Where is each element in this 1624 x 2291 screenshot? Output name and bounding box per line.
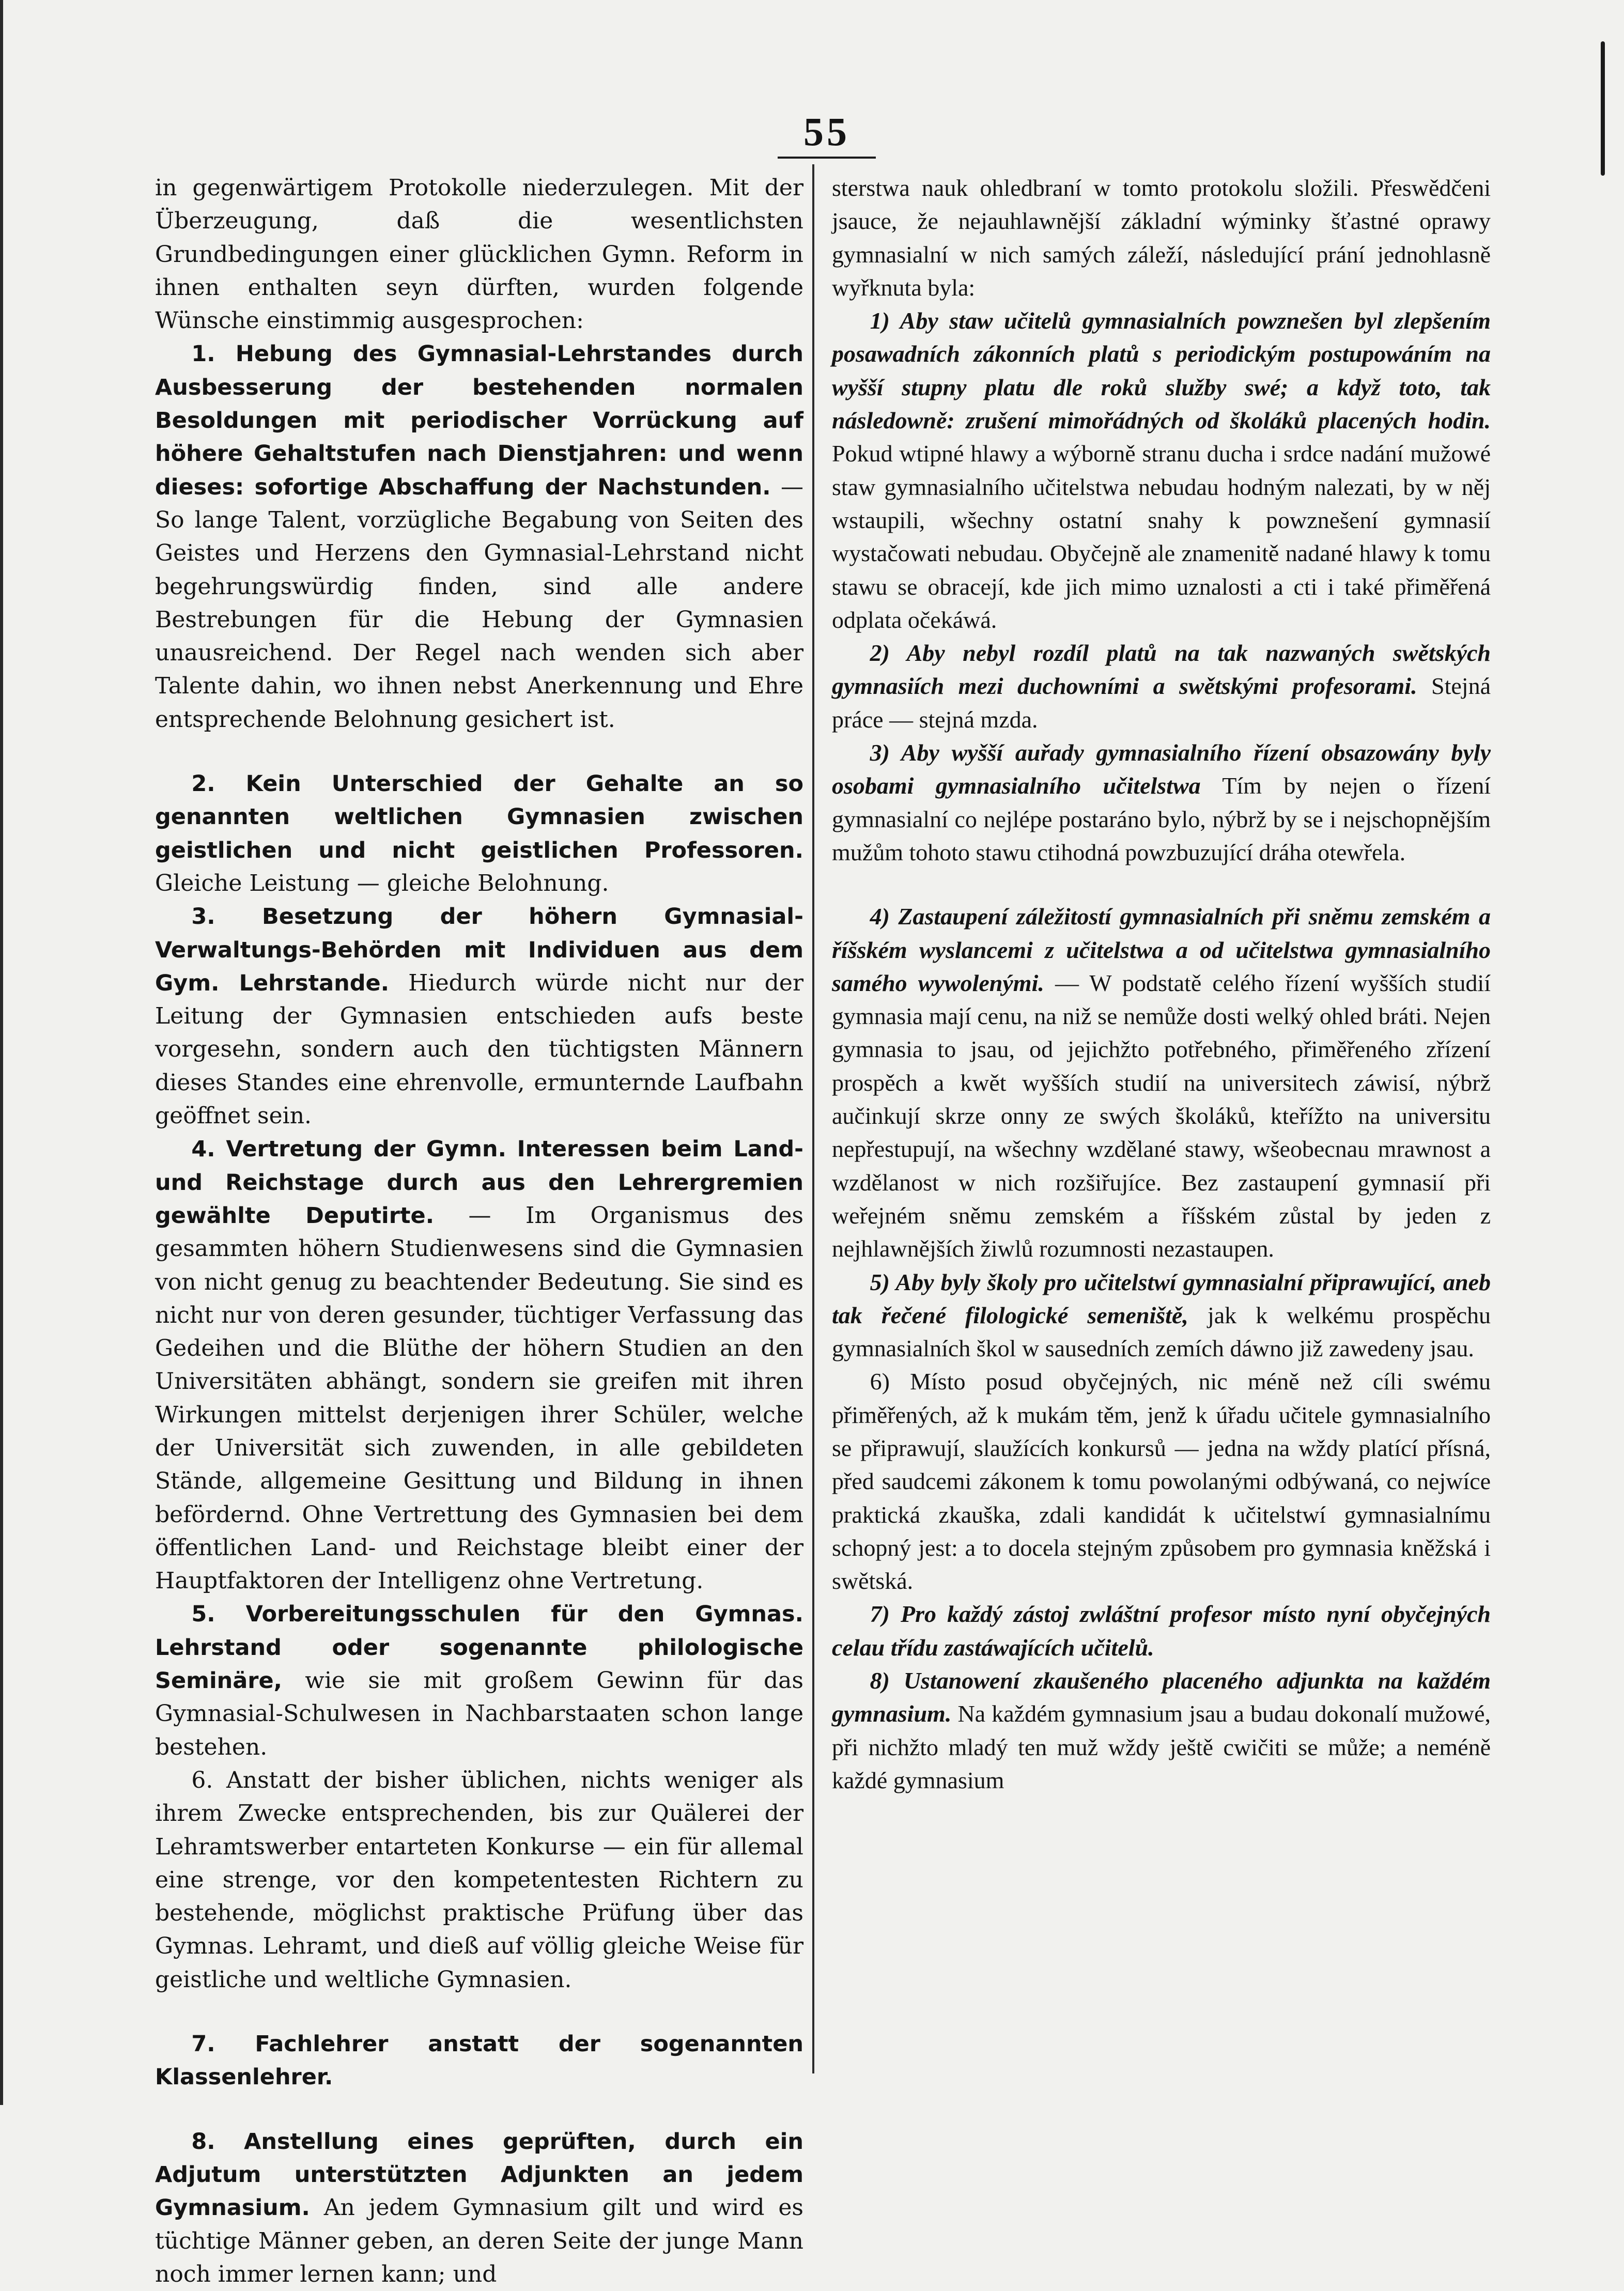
left-paragraph-1: 1. Hebung des Gymnasial-Lehrstandes durch Ausbesserung der bestehenden normalen Besoldungen mit periodischer Vorrückung auf höhere Gehaltstufen nach Dienstjahren: und wenn dieses: sofortige Abschaffung der Nachstunden. — So lange Talent, vorzügliche Begabung von Seiten des Geistes und Herzens den Gymnasial-Lehrstand nicht begehrungswürdig finden, sind alle andere Bestrebungen für die Hebung der Gymnasien unausreichend. Der Regel nach wenden sich aber Talente dahin, wo ihnen nebst Anerkennung und Ehre entsprechende Belohnung gesichert ist. [155,341,803,733]
right-paragraph-2: 2) Aby nebyl rozdíl platů na tak nazwaných swětských gymnasiích mezi duchowními a swětskými profesorami. Stejná práce — stejná mzda. [832,640,1491,733]
right-paragraph-6: 6) Místo posud obyčejných, nic méně než cíli swému přiměřených, až k mukám těm, jenž k úřadu učitele gymnasialního se připrawují, slaužících konkursů — jedna na wždy platící přísná, před saudcemi zákonem k tomu powolanými odbýwaná, co nejwíce praktická zkauška, zdali kandidát k učitelstwí gymnasialnímu schopný jest: a to docela stejným způsobem pro gymnasia kněžská i swětská. [832,1368,1491,1595]
left-paragraph-8: 8. Anstellung eines geprüften, durch ein Adjutum unterstützten Adjunkten an jedem Gymnasium. An jedem Gymnasium gilt und wird es tüchtige Männer geben, an deren Seite der junge Mann noch immer lernen kann; und [155,2128,803,2287]
left-paragraph-2: 2. Kein Unterschied der Gehalte an so genannten weltlichen Gymnasien zwischen geistlichen und nicht geistlichen Professoren. Gleiche Leistung — gleiche Belohnung. [155,771,803,896]
right-paragraph-intro: sterstwa nauk ohledbraní w tomto protokolu složili. Přeswědčeni jsauce, že nejauhlawnější základní wýminky šťastné oprawy gymnasialní w nich samých záleží, následující prání jednohlasně wyřknuta byla: [832,175,1491,301]
right-column-czech [832,172,1491,2073]
left-paragraph-7: 7. Fachlehrer anstatt der sogenannten Klassenlehrer. [155,2031,803,2091]
left-column-german [155,172,803,2287]
left-paragraph-3: 3. Besetzung der höhern Gymnasial-Verwaltungs-Behörden mit Individuen aus dem Gym. Lehrstande. Hiedurch würde nicht nur der Leitung der Gymnasien entschieden aufs beste vorgesehn, sondern auch den tüchtigsten Männern dieses Standes eine ehrenvolle, ermunternde Laufbahn geöffnet sein. [155,904,803,1129]
right-paragraph-8: 8) Ustanowení zkaušeného placeného adjunkta na každém gymnasium. Na každém gymnasium jsau a budau dokonalí mužowé, při nichžto mladý ten muž wždy ještě cwičiti se může; a neméně každé gymnasium [832,1667,1491,1793]
right-paragraph-5: 5) Aby byly školy pro učitelstwí gymnasialní připrawující, aneb tak řečené filologické semeniště, jak k welkému prospěchu gymnasialních škol w sausedních zemích dáwno již zawedeny jsau. [832,1268,1491,1362]
left-paragraph-5: 5. Vorbereitungsschulen für den Gymnas. Lehrstand oder sogenannte philologische Seminäre, wie sie mit großem Gewinn für das Gymnasial-Schulwesen in Nachbarstaaten schon lange bestehen. [155,1601,803,1760]
right-paragraph-4: 4) Zastaupení záležitostí gymnasialních při sněmu zemském a říšském wyslancemi z učitelstwa a od učitelstwa gymnasialního samého wywolenými. — W podstatě celého řízení wyšších studií gymnasia mají cenu, na niž se nemůže dosti welký ohled bráti. Nejen gymnasia to jsau, od jejichžto potřebného, přiměřeného zřízení prospěch a kwět wyšších studií na universitech záwisí, nýbrž aučinkují skrze onny ze swých školáků, kteřížto na universitu nepřestupují, na wšechny wzdělané stawy, wšeobecnau mrawnost a wzdělanost w nich rozšiřujíce. Bez zastaupení gymnasií při weřejném sněmu zemském a říšském zůstal by jeden z nejhlawnějších žiwlů rozumnosti nezastaupen. [832,903,1491,1262]
scan-edge-mark [1601,41,1605,176]
left-paragraph-4: 4. Vertretung der Gymn. Interessen beim Land- und Reichstage durch aus den Lehrergremien gewählte Deputirte. — Im Organismus des gesammten höhern Studienwesens sind die Gymnasien von nicht genug zu beachtender Bedeutung. Sie sind es nicht nur von deren gesunder, tüchtiger Verfassung das Gedeihen und die Blüthe der höhern Studien an den Universitäten abhängt, sondern sie greifen mit ihren Wirkungen mittelst derjenigen ihrer Schüler, welche der Universität sich zuwenden, in alle gebildeten Stände, allgemeine Gesittung und Bildung in ihnen befördernd. Ohne Vertrettung des Gymnasien bei dem öffentlichen Land- und Reichstage bleibt einer der Hauptfaktoren der Intelligenz ohne Vertretung. [155,1136,803,1595]
right-paragraph-3: 3) Aby wyšší auřady gymnasialního řízení obsazowány byly osobami gymnasialního učitelstwa Tím by nejen o řízení gymnasialní co nejlépe postaráno bylo, nýbrž by se i nejschopnějším mužům tohoto stawu ctihodná powzbuzující dráha otewřela. [832,739,1491,865]
left-paragraph-6: 6. Anstatt der bisher üblichen, nichts weniger als ihrem Zwecke entsprechenden, bis zur Quälerei der Lehramtswerber entarteten Konkurse — ein für allemal eine strenge, vor den kompetentesten Richtern zu bestehende, möglichst praktische Prüfung über das Gymnas. Lehramt, und dieß auf völlig gleiche Weise für geistliche und weltliche Gymnasien. [155,1767,803,1993]
column-divider [812,164,814,2073]
right-paragraph-1: 1) Aby staw učitelů gymnasialních powznešen byl zlepšením posawadních zákonních platů s periodickým postupowáním na wyšší stupny platu dle roků služby swé; a když toto, tak následowně: zrušení mimořádných od školáků placených hodin. Pokud wtipné hlawy a wýborně stranu ducha i srdce nadání mužowé staw gymnasialního učitelstwa nebudau hodným nalezati, by w něj wstaupili, wšechny ostatní snahy k powznešení gymnasií wystačowati nebudau. Obyčejně ale znamenitě nadané hlawy k tomu stawu se obracejí, kde jich mimo uznalosti a cti i také přiměřená odplata očekáwá. [832,307,1491,633]
left-paragraph-intro: in gegenwärtigem Protokolle niederzulegen. Mit der Überzeugung, daß die wesentlichsten Grundbedingungen einer glücklichen Gymn. Reform in ihnen enthalten seyn dürften, wurden folgende Wünsche einstimmig ausgesprochen: [155,175,803,334]
page-number: 55 [803,109,850,154]
right-paragraph-7: 7) Pro každý zástoj zwláštní profesor místo nyní obyčejných celau třídu zastáwajících učitelů. [832,1601,1491,1661]
page-number-underline [778,157,876,159]
